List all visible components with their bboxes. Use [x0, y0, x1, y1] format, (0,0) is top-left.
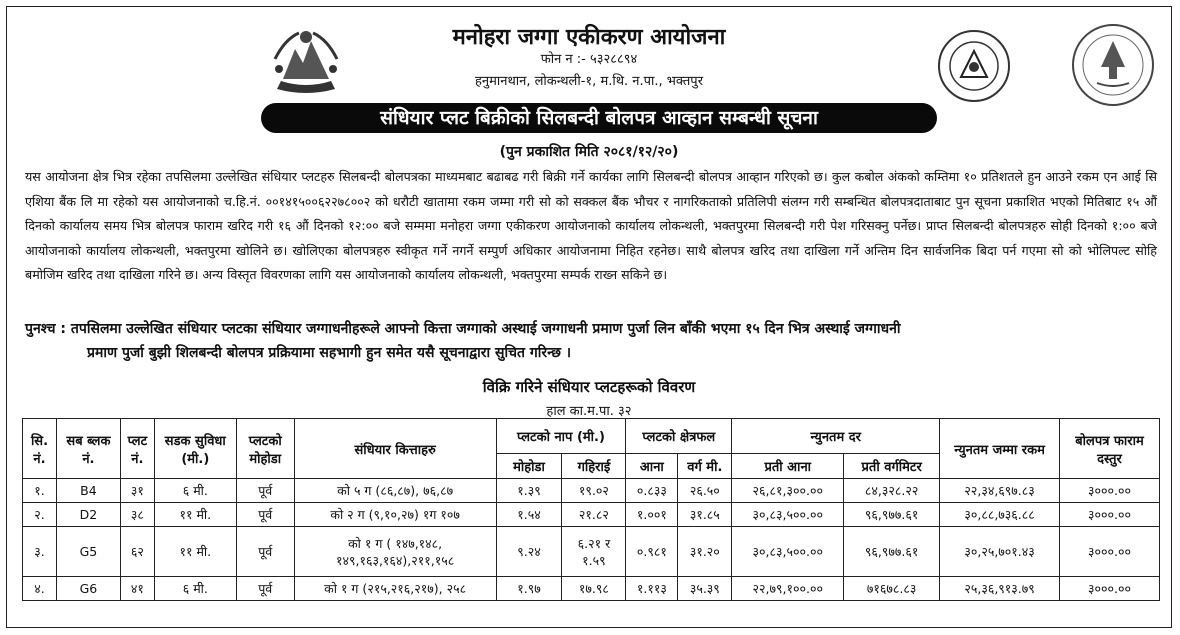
- cell-block: D2: [56, 503, 120, 527]
- cell-total: २२,३४,६९७.८३: [940, 479, 1060, 503]
- col-form-fee: बोलपत्र फाराम दस्तुर: [1060, 419, 1160, 479]
- cell-kitta: को १ ग (२१५,२१६,२१७), २५८: [294, 577, 496, 601]
- col-front: मोहोडा: [496, 454, 562, 479]
- table-row: [23, 577, 1160, 601]
- cell-sqm: २६.५०: [678, 479, 732, 503]
- col-plot: प्लट नं.: [120, 419, 154, 479]
- cell-block: B4: [56, 479, 120, 503]
- cell-front: ९.२४: [496, 527, 562, 577]
- table-title: विक्रि गरिने संधियार प्लटहरूको विवरण: [482, 378, 696, 396]
- notice-body: यस आयोजना क्षेत्र भित्र रहेका तपसिलमा उल्लेखित संधियार प्लटहरु सिलबन्दी बोलपत्रका माध्यमबाट बढाबढ गरी बिक्री गर्ने कार्यका लागि सिलबन्दी बोलपत्र आव्हान गरिएको छ। कुल कबोल अंकको कम्तिमा १० प्रतिशतले हुन आउने रकम एन आई सि एशिया बैंक लि मा रहेको यस आयोजनाको च.हि.नं. ००१४१५००६२२७८००२ को धरौटी खातामा रकम जम्मा गरी सो को सक्कल बैंक भौचर र नागरिकताको प्रतिलिपी संलग्न गरी सम्बन्धित बोलपत्रदाताबाट पुन सूचना प्रकाशित भएको मितिबाट १५ औं दिनको कार्यालय समय भित्र बोलपत्र फाराम खरिद गरी १६ औं दिनको १२:०० बजे सम्ममा मनोहरा जग्गा एकीकरण आयोजनाको कार्यालय लोकन्थली, भक्तपुरमा सिलबन्दी गरी पेश गरिसक्नु पर्नेछ। प्राप्त सिलबन्दी बोलपत्रहरु सोही दिनको १:०० बजे आयोजनाको कार्यालय लोकन्थली, भक्तपुरमा खोलिने छ। खोलिएका बोलपत्रहरु स्वीकृत गर्ने नगर्ने सम्पुर्ण अधिकार आयोजनामा निहित रहनेछ। साथै बोलपत्र खरिद तथा दाखिला गर्ने अन्तिम दिन सार्वजनिक बिदा पर्न गएमा सो को भोलिपल्ट सोहि बमोजिम खरिद तथा दाखिला गरिने छ। अन्य विस्तृत विवरणका लागि यस आयोजनाको कार्यालय लोकन्थली, भक्तपुरमा सम्पर्क राख्न सकिने छ।: [25, 169, 1157, 282]
- cell-kitta-line-2: १४९,१६३,१६४),२११,१५८: [335, 552, 455, 568]
- postscript-line-2: प्रमाण पुर्जा बुझी शिलबन्दी बोलपत्र प्रक्रियामा सहभागी हुन समेत यसै सूचनाद्वारा सुचित गरिन्छ ।: [87, 345, 572, 361]
- cell-kitta: को २ ग (९,१०,२७) १ग १०७: [294, 503, 496, 527]
- col-sqm: वर्ग मी.: [678, 454, 732, 479]
- cell-facing: पूर्व: [236, 503, 294, 527]
- cell-block: G5: [56, 527, 120, 577]
- col-facing: प्लटको मोहोडा: [236, 419, 294, 479]
- cell-plot: ४१: [120, 577, 154, 601]
- cell-kitta-line-1: को १ ग ( १४७,१४८,: [348, 535, 443, 551]
- cell-total: २५,३६,९१३.७९: [940, 577, 1060, 601]
- notice-banner: संधियार प्लट बिक्रीको सिलबन्दी बोलपत्र आव्हान सम्बन्धी सूचना: [261, 103, 937, 133]
- cell-front: १.३९: [496, 479, 562, 503]
- col-min-total: न्युनतम जम्मा रकम: [940, 419, 1060, 479]
- cell-per-aana: २६,८१,३००.००: [732, 479, 844, 503]
- cell-kitta: को ५ ग (८६,८७), ७६,८७: [294, 479, 496, 503]
- cell-front: १.९७: [496, 577, 562, 601]
- cell-road: ६ मी.: [154, 577, 236, 601]
- cell-aana: ०.८३३: [626, 479, 678, 503]
- cell-depth: १९.०२: [562, 479, 626, 503]
- col-area: प्लटको क्षेत्रफल: [626, 419, 732, 454]
- cell-kitta: [294, 527, 496, 577]
- cell-per-sqm: ९६,९७७.६१: [844, 503, 940, 527]
- cell-sqm: ३५.३९: [678, 577, 732, 601]
- cell-plot: ३८: [120, 503, 154, 527]
- address: हनुमानथान, लोकन्थली-१, म.थि. न.पा., भक्तपुर: [474, 74, 704, 89]
- cell-plot: ३१: [120, 479, 154, 503]
- cell-sn: २.: [23, 503, 57, 527]
- postscript-label: पुनश्च :: [25, 321, 67, 337]
- cell-facing: पूर्व: [236, 527, 294, 577]
- cell-total: ३०,२५,७०१.४३: [940, 527, 1060, 577]
- table-subtitle: हाल का.म.पा. ३२: [546, 404, 632, 419]
- col-min-rate: न्युनतम दर: [732, 419, 940, 454]
- cell-fee: ३०००.००: [1060, 577, 1160, 601]
- col-per-aana: प्रती आना: [732, 454, 844, 479]
- cell-road: ११ मी.: [154, 527, 236, 577]
- cell-sqm: ३१.८५: [678, 503, 732, 527]
- phone-number: फोन न :- ५३२८८९४: [540, 52, 638, 67]
- cell-facing: पूर्व: [236, 479, 294, 503]
- cell-depth: २१.८२: [562, 503, 626, 527]
- cell-fee: ३०००.००: [1060, 479, 1160, 503]
- col-per-sqm: प्रती वर्गमिटर: [844, 454, 940, 479]
- table-row: [23, 479, 1160, 503]
- table-row: [23, 503, 1160, 527]
- cell-per-sqm: ७१६७८.८३: [844, 577, 940, 601]
- cell-total: ३०,८८,७३६.८८: [940, 503, 1060, 527]
- cell-sn: ४.: [23, 577, 57, 601]
- col-sn: सि. नं.: [23, 419, 57, 479]
- cell-depth: १७.९८: [562, 577, 626, 601]
- cell-front: १.५४: [496, 503, 562, 527]
- cell-depth-line-1: ६.२१ र: [577, 535, 611, 551]
- table-row: [23, 527, 1160, 577]
- cell-road: ६ मी.: [154, 479, 236, 503]
- republish-date: (पुन प्रकाशित मिति २०८१/१२/२०): [499, 144, 679, 160]
- cell-aana: १.००१: [626, 503, 678, 527]
- cell-road: ११ मी.: [154, 503, 236, 527]
- cell-fee: ३०००.००: [1060, 503, 1160, 527]
- cell-plot: ६२: [120, 527, 154, 577]
- cell-per-aana: २२,७९,१००.००: [732, 577, 844, 601]
- cell-per-aana: ३०,८३,५००.००: [732, 527, 844, 577]
- col-road: सडक सुविधा (मी.): [154, 419, 236, 479]
- col-kitta: संधियार कित्ताहरु: [294, 419, 496, 479]
- cell-block: G6: [56, 577, 120, 601]
- cell-depth-line-2: १.५९: [582, 552, 606, 568]
- col-block: सब ब्लक नं.: [56, 419, 120, 479]
- cell-fee: ३०००.००: [1060, 527, 1160, 577]
- cell-aana: ०.९८१: [626, 527, 678, 577]
- cell-depth: [562, 527, 626, 577]
- cell-sn: ३.: [23, 527, 57, 577]
- cell-per-aana: ३०,८३,५००.००: [732, 503, 844, 527]
- cell-sqm: ३१.२०: [678, 527, 732, 577]
- cell-facing: पूर्व: [236, 577, 294, 601]
- cell-aana: १.११३: [626, 577, 678, 601]
- postscript: [25, 317, 1157, 365]
- cell-per-sqm: ९६,९७७.६१: [844, 527, 940, 577]
- organization-title: मनोहरा जग्गा एकीकरण आयोजना: [452, 25, 726, 50]
- postscript-line-1: तपसिलमा उल्लेखित संधियार प्लटका संधियार जग्गाधनीहरूले आफ्नो कित्ता जग्गाको अस्थाई जग्गाधनी प्रमाण पुर्जा लिन बाँकी भएमा १५ दिन भित्र अस्थाई जग्गाधनी: [70, 321, 901, 337]
- col-aana: आना: [626, 454, 678, 479]
- col-measure: प्लटको नाप (मी.): [496, 419, 626, 454]
- cell-sn: १.: [23, 479, 57, 503]
- plot-details-table: [22, 418, 1160, 601]
- col-depth: गहिराई: [562, 454, 626, 479]
- cell-per-sqm: ८४,३२८.२२: [844, 479, 940, 503]
